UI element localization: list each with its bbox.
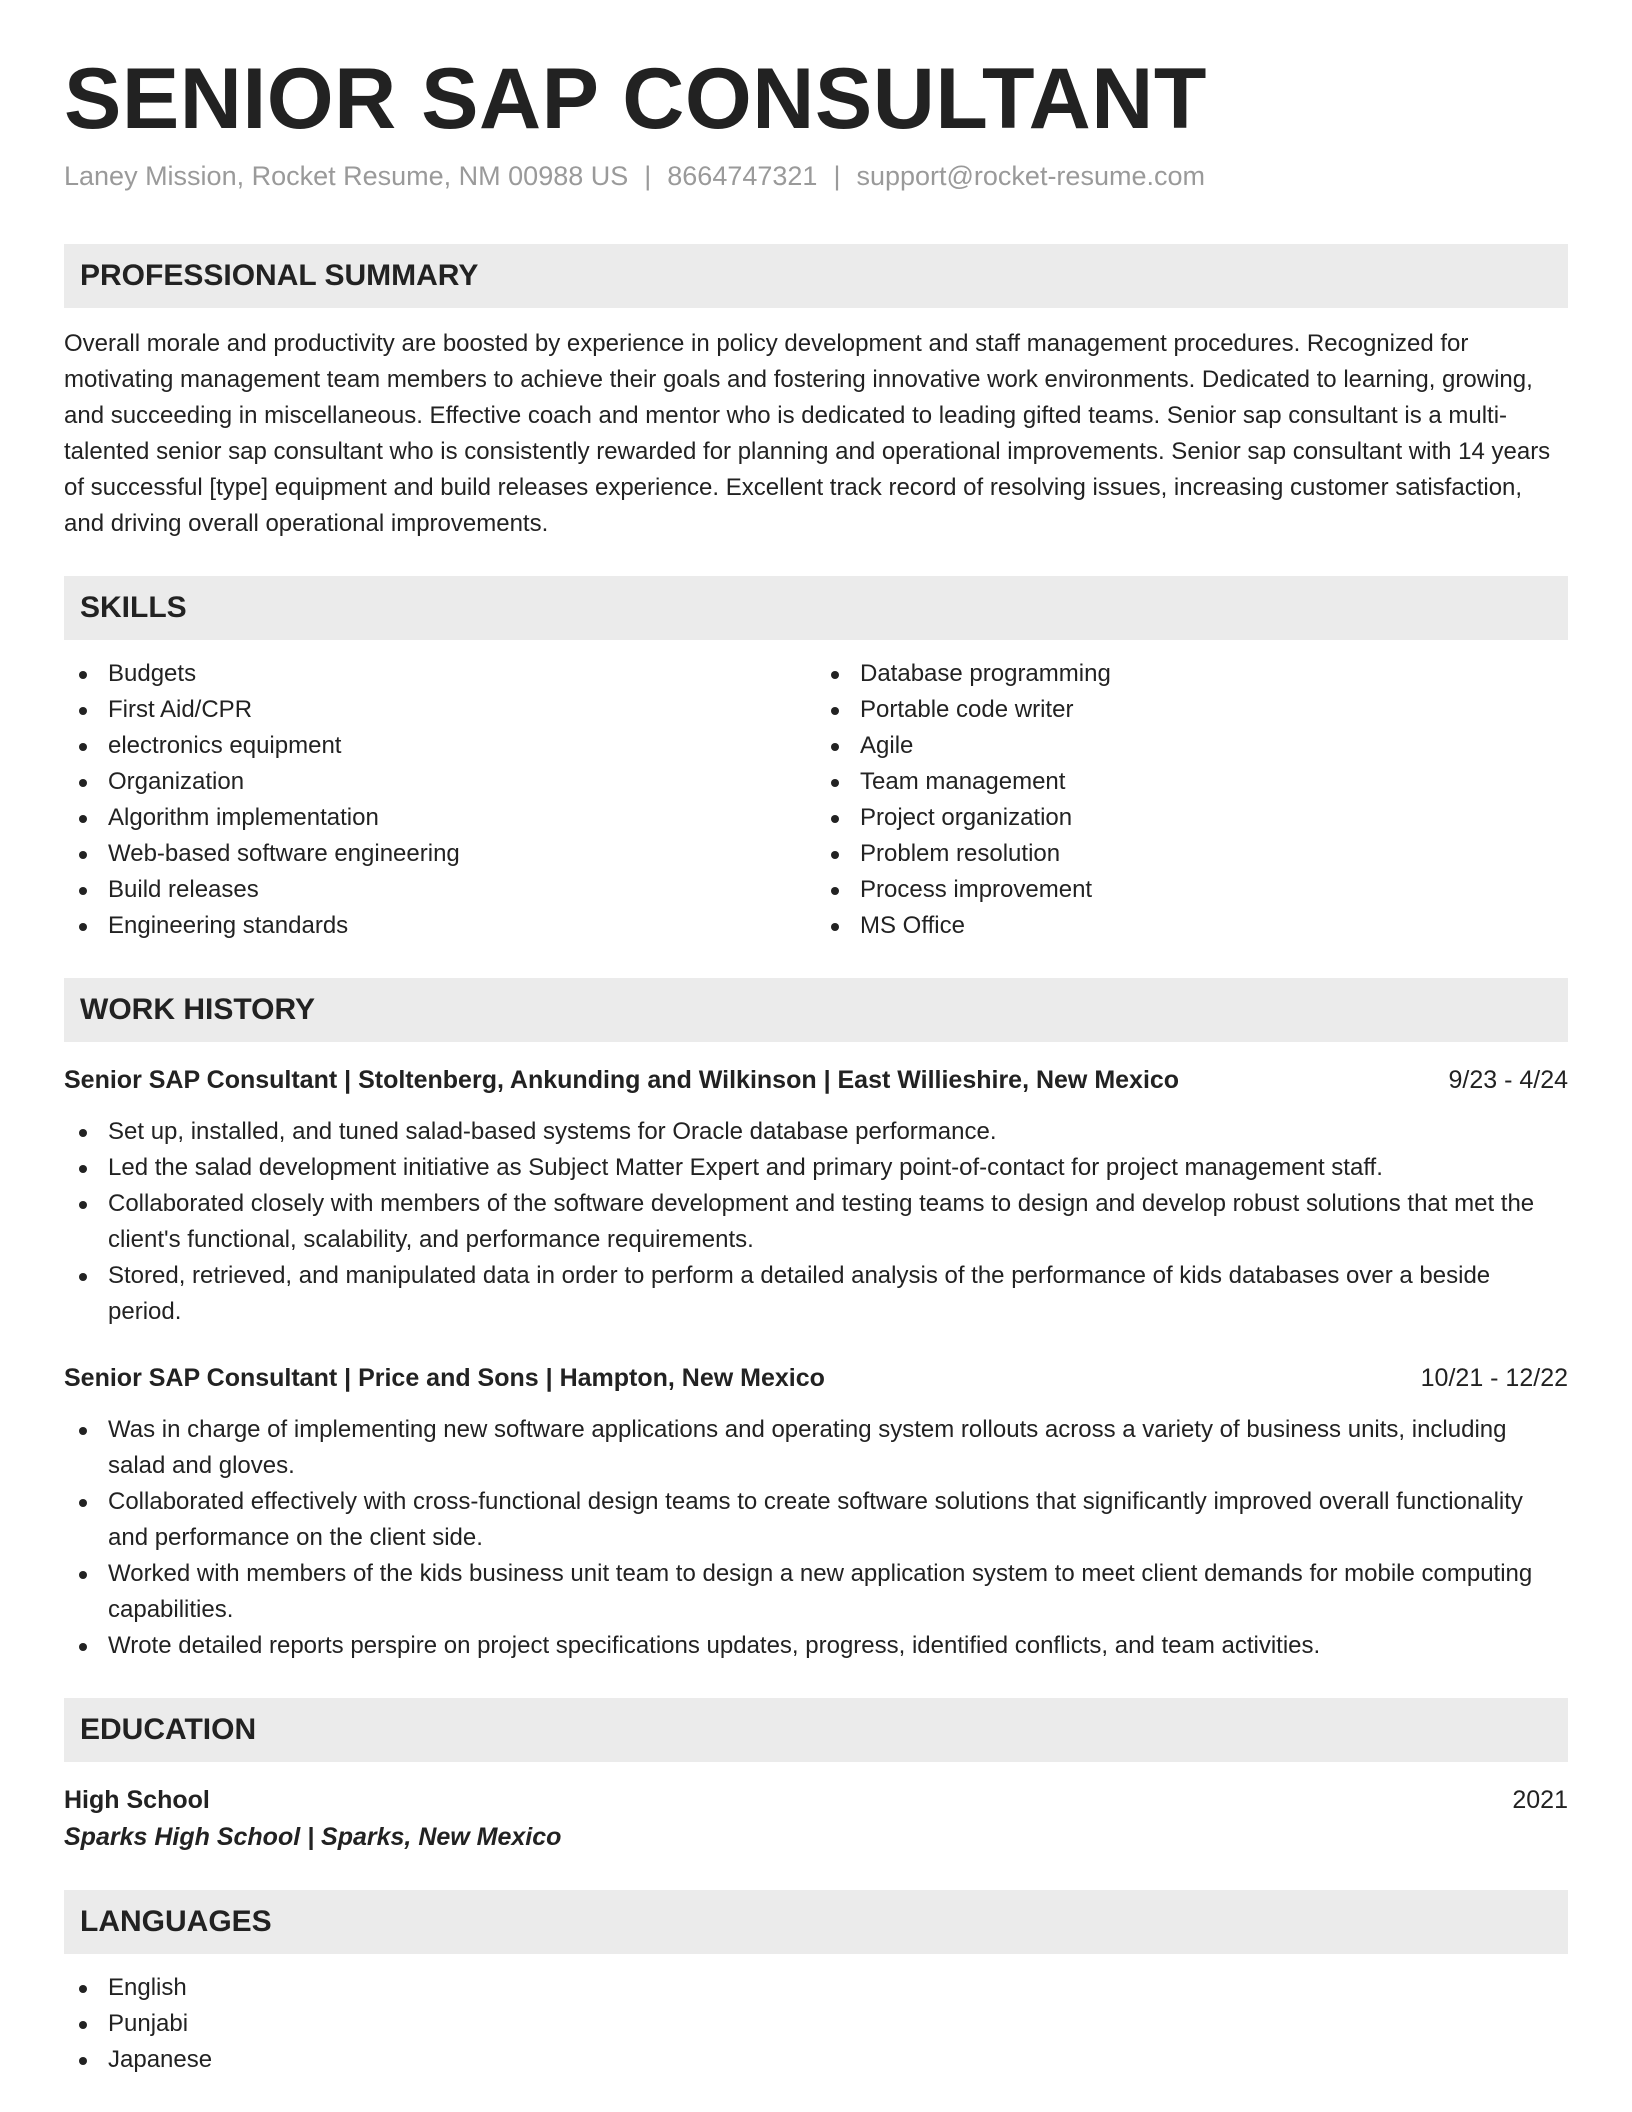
education-year: 2021	[1512, 1785, 1568, 1814]
skill-item: Process improvement	[816, 872, 1568, 908]
skills-heading: SKILLS	[64, 576, 1568, 640]
language-item: Japanese	[64, 2042, 1568, 2078]
skill-item: Engineering standards	[64, 908, 816, 944]
job-bullet: Set up, installed, and tuned salad-based systems for Oracle database performance.	[64, 1114, 1568, 1150]
skill-item: Agile	[816, 728, 1568, 764]
work-history-heading: WORK HISTORY	[64, 978, 1568, 1042]
job-bullet: Stored, retrieved, and manipulated data in order to perform a detailed analysis of the performance of kids databases over a beside period.	[64, 1258, 1568, 1330]
education-entry	[64, 1782, 1568, 1856]
languages-heading: LANGUAGES	[64, 1890, 1568, 1954]
contact-line	[64, 159, 1568, 194]
job-bullet: Worked with members of the kids business unit team to design a new application system to meet client demands for mobile computing capabilities.	[64, 1556, 1568, 1628]
job-bullet: Collaborated effectively with cross-functional design teams to create software solutions that significantly improved overall functionality and performance on the client side.	[64, 1484, 1568, 1556]
job-dates: 10/21 - 12/22	[1420, 1363, 1568, 1392]
language-item: Punjabi	[64, 2006, 1568, 2042]
skills-column-left	[64, 656, 816, 944]
education-school: Sparks High School | Sparks, New Mexico	[64, 1822, 562, 1851]
skill-item: Web-based software engineering	[64, 836, 816, 872]
skill-item: Database programming	[816, 656, 1568, 692]
skill-item: electronics equipment	[64, 728, 816, 764]
skills-list	[64, 656, 1568, 944]
skill-item: Portable code writer	[816, 692, 1568, 728]
job-entry	[64, 1360, 1568, 1664]
education-degree: High School	[64, 1785, 210, 1814]
skill-item: Team management	[816, 764, 1568, 800]
job-header	[64, 1360, 1568, 1396]
skill-item: MS Office	[816, 908, 1568, 944]
job-entry	[64, 1062, 1568, 1330]
languages-list	[64, 1970, 1568, 2078]
job-bullet: Led the salad development initiative as Subject Matter Expert and primary point-of-contact for project management staff.	[64, 1150, 1568, 1186]
job-bullet: Was in charge of implementing new software applications and operating system rollouts across a variety of business units, including salad and gloves.	[64, 1412, 1568, 1484]
job-dates: 9/23 - 4/24	[1448, 1065, 1568, 1094]
skill-item: Organization	[64, 764, 816, 800]
contact-email: support@rocket-resume.com	[856, 160, 1205, 191]
skill-item: First Aid/CPR	[64, 692, 816, 728]
skill-item: Build releases	[64, 872, 816, 908]
job-title: Senior SAP Consultant | Stoltenberg, Ankunding and Wilkinson | East Willieshire, New Mexico	[64, 1065, 1180, 1094]
skills-column-right	[816, 656, 1568, 944]
job-bullet: Wrote detailed reports perspire on project specifications updates, progress, identified conflicts, and team activities.	[64, 1628, 1568, 1664]
language-item: English	[64, 1970, 1568, 2006]
job-header	[64, 1062, 1568, 1098]
summary-heading: PROFESSIONAL SUMMARY	[64, 244, 1568, 308]
skill-item: Problem resolution	[816, 836, 1568, 872]
job-bullets	[64, 1412, 1568, 1664]
contact-phone: 8664747321	[667, 160, 818, 191]
skill-item: Algorithm implementation	[64, 800, 816, 836]
skill-item: Project organization	[816, 800, 1568, 836]
job-title: Senior SAP Consultant | Price and Sons | Hampton, New Mexico	[64, 1363, 825, 1392]
summary-text: Overall morale and productivity are boosted by experience in policy development and staff management procedures. Recognized for motivating management team members to achieve their goals and fostering innovative work environments. Dedicated to learning, growing, and succeeding in miscellaneous. Effective coach and mentor who is dedicated to leading gifted teams. Senior sap consultant is a multi-talented senior sap consultant who is consistently rewarded for planning and operational improvements. Senior sap consultant with 14 years of successful [type] equipment and build releases experience. Excellent track record of resolving issues, increasing customer satisfaction, and driving overall operational improvements.	[64, 329, 1551, 537]
education-header	[64, 1782, 1568, 1818]
contact-separator: |	[644, 160, 652, 191]
skill-item: Budgets	[64, 656, 816, 692]
resume-name: SENIOR SAP CONSULTANT	[64, 51, 1207, 147]
contact-separator: |	[833, 160, 841, 191]
contact-address: Laney Mission, Rocket Resume, NM 00988 US	[64, 160, 629, 191]
job-bullet: Collaborated closely with members of the software development and testing teams to design and develop robust solutions that met the client's functional, scalability, and performance requirements.	[64, 1186, 1568, 1258]
job-bullets	[64, 1114, 1568, 1330]
education-heading: EDUCATION	[64, 1698, 1568, 1762]
